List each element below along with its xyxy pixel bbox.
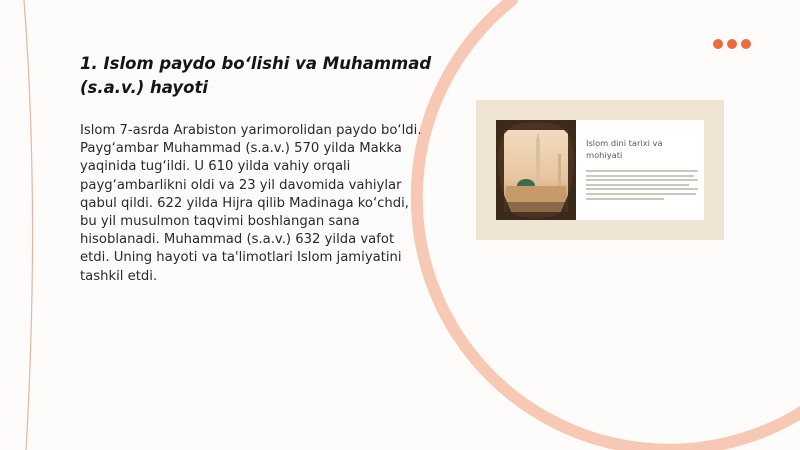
- text-line: [586, 193, 696, 195]
- text-line: [586, 198, 664, 200]
- mosque-image: [496, 120, 576, 220]
- text-line: [586, 188, 698, 190]
- text-line: [586, 179, 698, 181]
- dot: [727, 39, 737, 49]
- dot: [713, 39, 723, 49]
- text-line: [586, 184, 689, 186]
- dots-icon: [713, 39, 751, 49]
- thumbnail-text-lines: [586, 170, 698, 202]
- text-line: [586, 175, 694, 177]
- left-thin-arc: [24, 0, 33, 450]
- slide-title: 1. Islom paydo bo‘lishi va Muhammad (s.a.v.) hayoti: [80, 54, 432, 97]
- dot: [741, 39, 751, 49]
- thumbnail-title: Islom dini tarixi va mohiyati: [586, 138, 663, 160]
- slide-body-text: Islom 7-asrda Arabiston yarimorolidan paydo bo‘ldi. Payg‘ambar Muhammad (s.a.v.) 570 yilda Makka yaqinida tug‘ildi. U 610 yilda vahiy orqali payg‘ambarlikni oldi va 23 yil davomida vahiylar qabul qildi. 622 yilda Hijra qilib Madinaga ko‘chdi, bu yil musulmon taqvimi boshlangan sana hisoblanadi. Muhammad (s.a.v.) 632 yilda vafot etdi. Uning hayoti va ta'limotlari Islom jamiyatini tashkil etdi.: [80, 123, 422, 284]
- thumbnail-card: [476, 100, 724, 240]
- text-line: [586, 170, 698, 172]
- thumbnail-slide: [496, 120, 704, 220]
